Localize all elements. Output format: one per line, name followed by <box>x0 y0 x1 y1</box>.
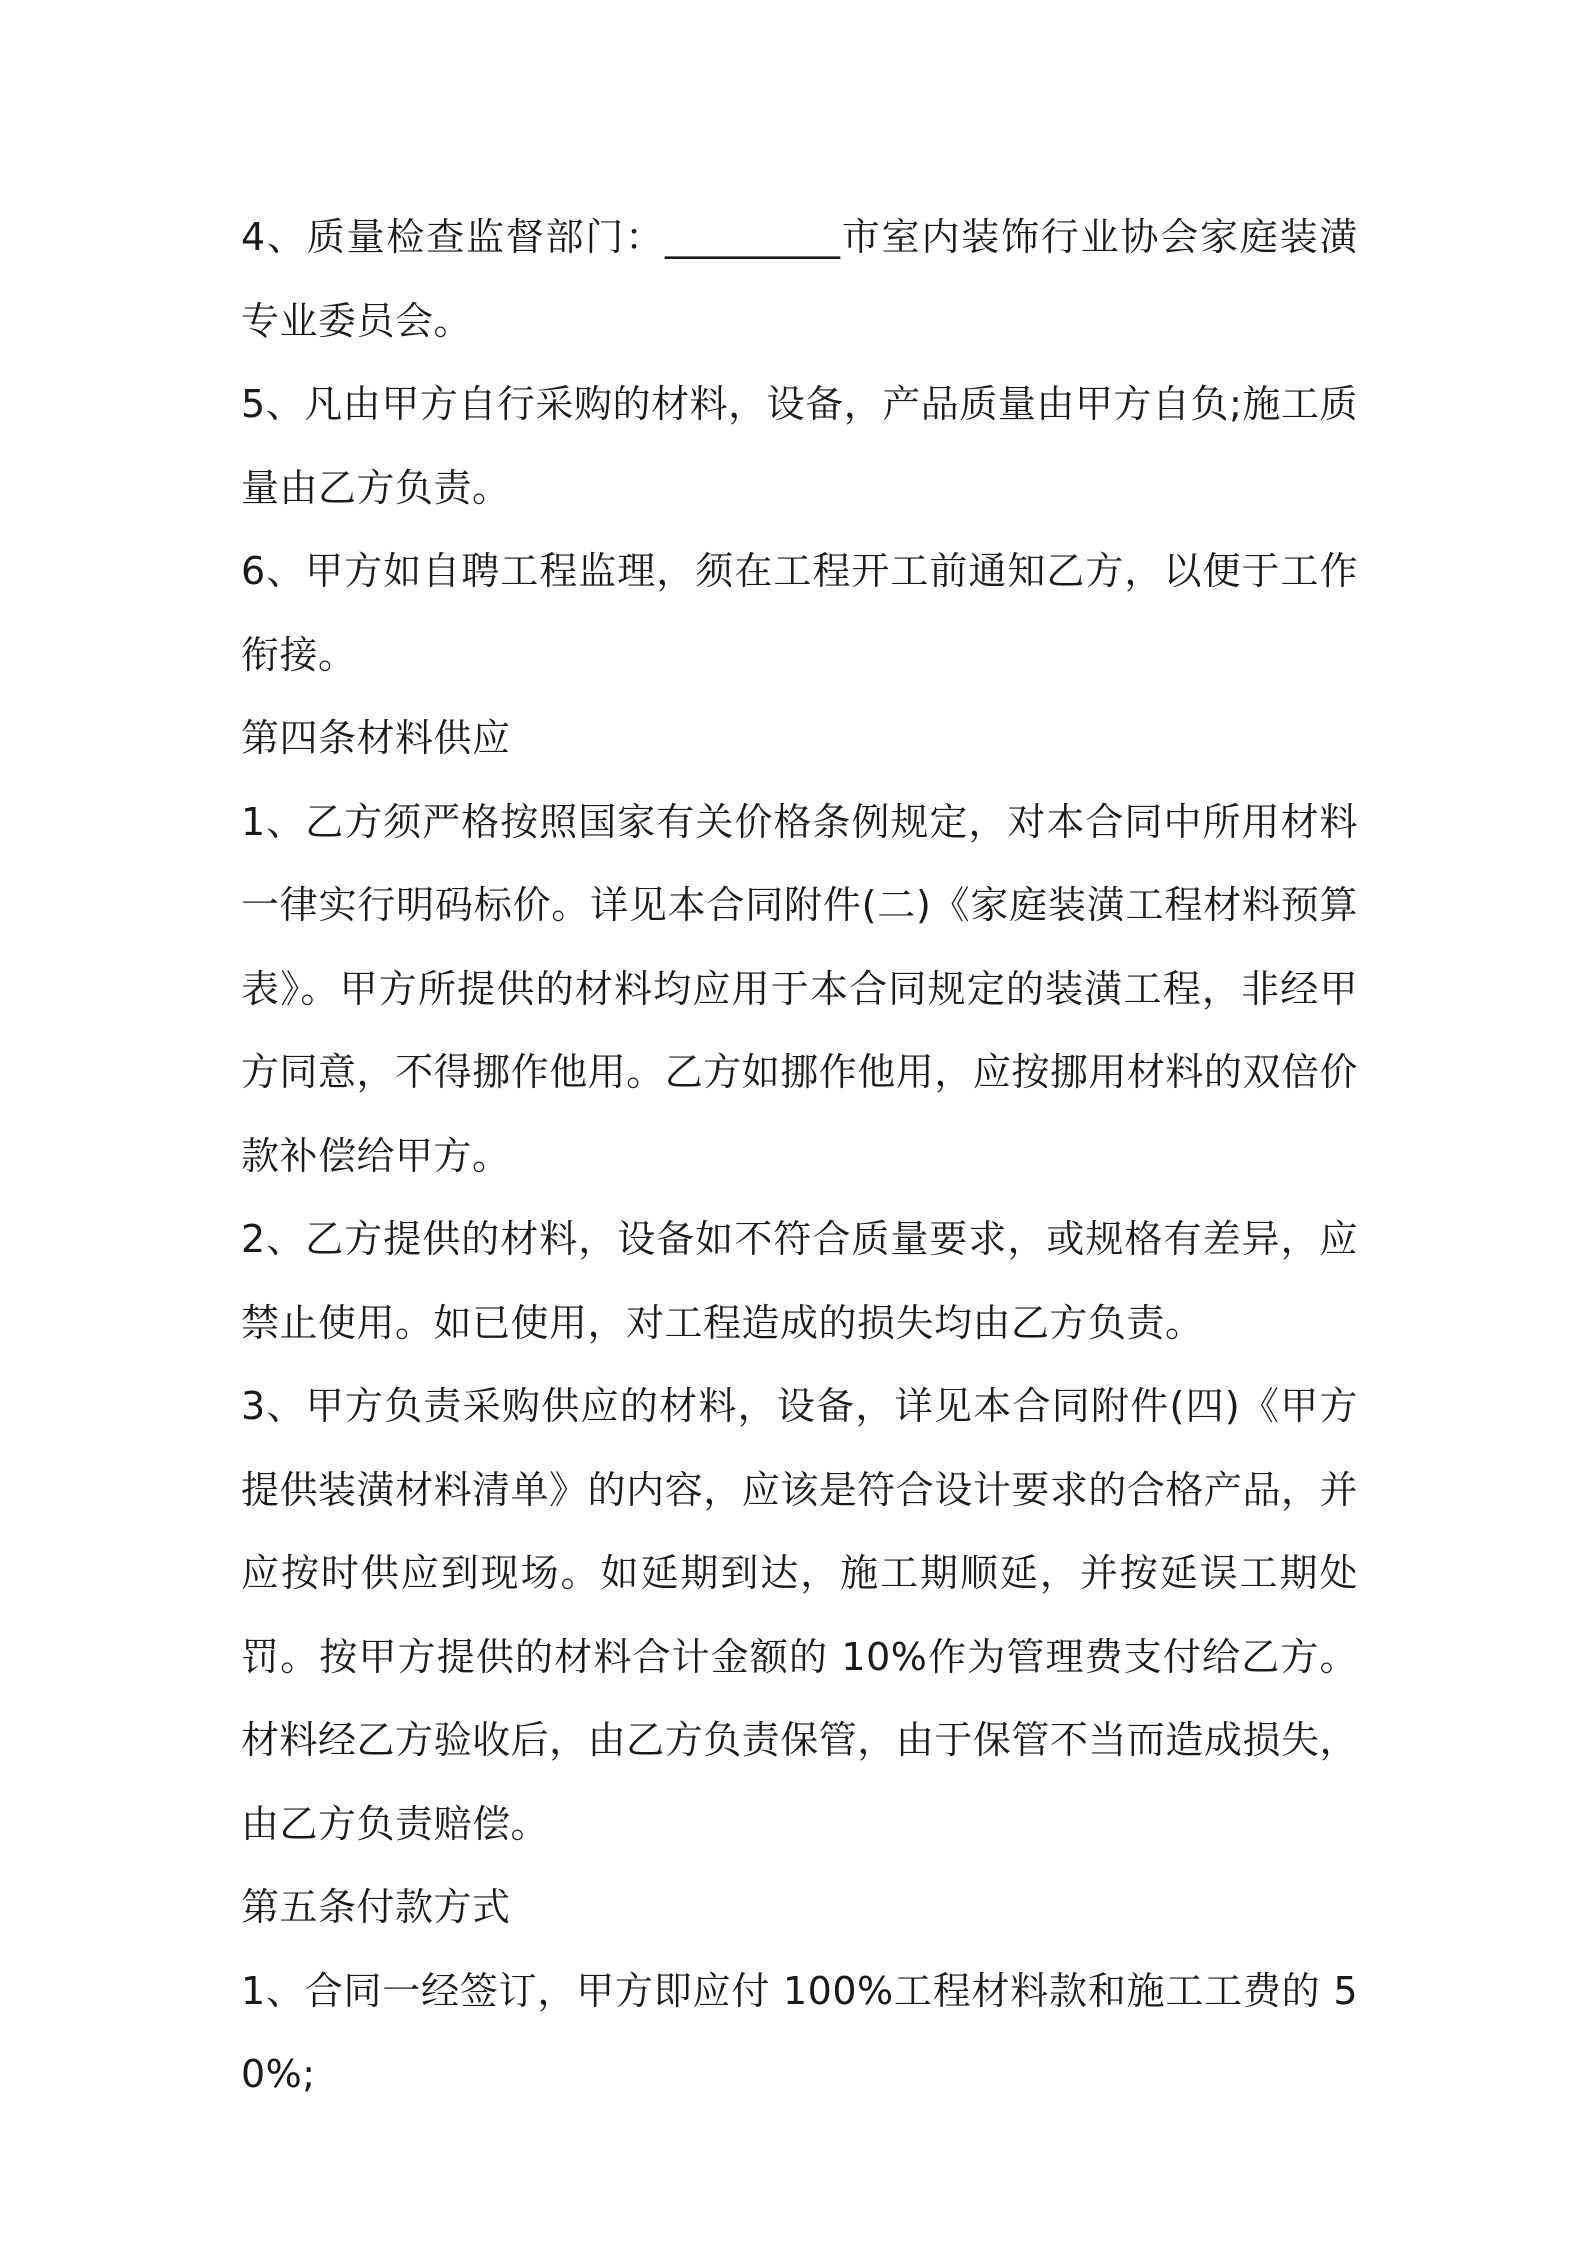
clause-party-a-materials: 3、甲方负责采购供应的材料，设备，详见本合同附件(四)《甲方提供装潢材料清单》的内容，应该是符合设计要求的合格产品，并应按时供应到现场。如延期到达，施工期顺延，并按延误工期处罚。按甲方提供的材料合计金额的 10%作为管理费支付给乙方。材料经乙方验收后，由乙方负责保管，由于保管不当而造成损失，由乙方负责赔偿。 <box>241 1384 1358 1846</box>
clause-material-quality: 2、乙方提供的材料，设备如不符合质量要求，或规格有差异，应禁止使用。如已使用，对工程造成的损失均由乙方负责。 <box>241 1217 1358 1345</box>
document-page <box>241 196 1358 2117</box>
clause-supervision-notice: 6、甲方如自聘工程监理，须在工程开工前通知乙方，以便于工作衔接。 <box>241 549 1358 677</box>
clause-quality-inspection: 4、质量检查监督部门：_________市室内装饰行业协会家庭装潢专业委员会。 <box>241 215 1358 343</box>
clause-material-pricing: 1、乙方须严格按照国家有关价格条例规定，对本合同中所用材料一律实行明码标价。详见本合同附件(二)《家庭装潢工程材料预算表》。甲方所提供的材料均应用于本合同规定的装潢工程，非经甲方同意，不得挪作他用。乙方如挪作他用，应按挪用材料的双倍价款补偿给甲方。 <box>241 799 1358 1178</box>
section-heading-material-supply: 第四条材料供应 <box>241 716 511 760</box>
clause-purchased-materials-quality: 5、凡由甲方自行采购的材料，设备，产品质量由甲方自负;施工质量由乙方负责。 <box>241 382 1358 510</box>
section-heading-payment: 第五条付款方式 <box>241 1885 511 1929</box>
clause-payment-terms: 1、合同一经签订，甲方即应付 100%工程材料款和施工工费的 50%; <box>241 1968 1358 2096</box>
